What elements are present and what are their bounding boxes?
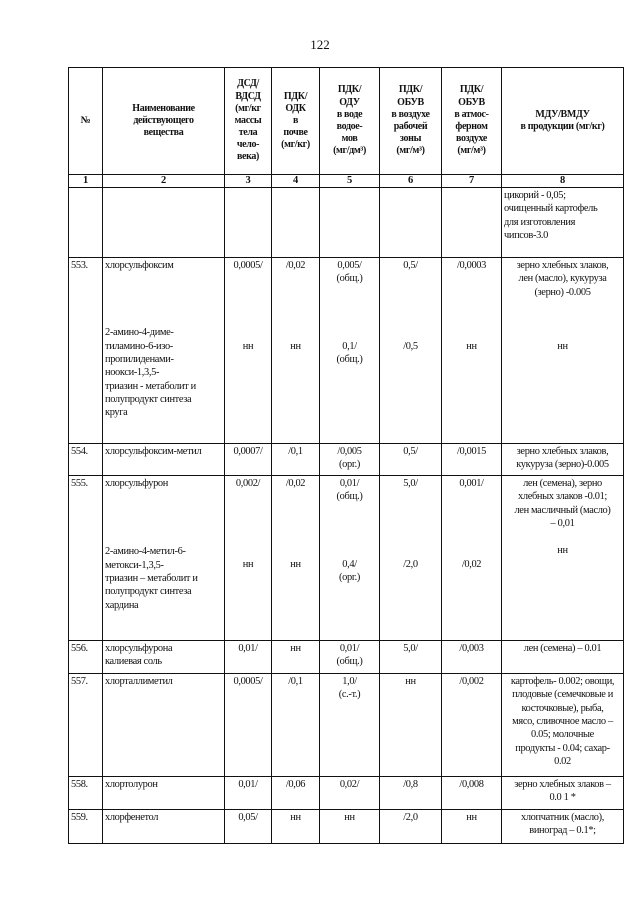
atm-air-value: /0,002	[442, 674, 502, 777]
adi-value: 0,01/	[225, 777, 272, 810]
text-line: нн	[344, 812, 355, 823]
mrl-value	[502, 444, 624, 476]
text-line: ОДУ	[339, 96, 360, 108]
metabolite-water-value	[322, 340, 377, 367]
text-line: полупродукт синтеза	[105, 393, 192, 405]
water-value	[320, 641, 380, 674]
text-line: очищенный картофель	[504, 203, 598, 215]
substance-name: хлорсульфоксим-метил	[103, 444, 225, 476]
col-number: 8	[502, 175, 624, 188]
text-line: века)	[236, 151, 260, 163]
empty-cell	[380, 188, 442, 258]
text-line: (с.-т.)	[338, 689, 361, 701]
header-row	[69, 68, 624, 175]
text-line: (мг/м³)	[396, 145, 425, 157]
text-line: метокси-1,3,5-	[105, 559, 164, 571]
adi-value: 0,05/	[225, 810, 272, 844]
text-line: 0,02/	[339, 779, 360, 790]
text-line: ОДК	[285, 102, 306, 114]
text-line: триазин - метаболит и	[105, 380, 196, 392]
text-line: действующего	[133, 114, 194, 126]
atm-air-value: /0,003	[442, 641, 502, 674]
text-line: ферном	[455, 121, 488, 132]
soil-cell	[272, 258, 320, 444]
soil-value: нн	[272, 810, 320, 844]
header-num: №	[69, 68, 103, 175]
mrl-cell	[502, 188, 624, 258]
text-line: (мг/кг	[235, 102, 261, 114]
substance-name: хлортолурон	[103, 777, 225, 810]
text-line: ДСД/	[237, 78, 259, 90]
water-value	[322, 477, 377, 504]
mrl-cell	[502, 258, 624, 444]
soil-value: /0,02	[285, 260, 306, 271]
mrl-value	[504, 477, 621, 530]
metabolite-atm-air-value: /0,02	[461, 559, 482, 571]
col-number: 6	[380, 175, 442, 188]
text-line: ПДК/	[398, 84, 423, 96]
substance-name-cell	[103, 258, 225, 444]
text-line: (мг/кг)	[281, 139, 310, 151]
text-line: 0,01/	[339, 478, 360, 489]
water-value	[322, 259, 377, 286]
col-number: 2	[103, 175, 225, 188]
text-line: (мг/дм³)	[333, 145, 366, 157]
text-line: 1,0/	[342, 676, 357, 687]
soil-value: /0,1	[272, 674, 320, 777]
text-line: лен (семена), зерно	[523, 478, 602, 489]
text-line: (общ.)	[336, 353, 363, 365]
empty-cell	[442, 188, 502, 258]
water-value	[320, 777, 380, 810]
text-line: 0,1/	[342, 340, 357, 352]
row-number: 553.	[69, 258, 103, 444]
water-cell	[320, 258, 380, 444]
header-mrl	[502, 68, 624, 175]
adi-cell	[225, 476, 272, 641]
work-air-value: /0,8	[380, 777, 442, 810]
empty-cell	[103, 188, 225, 258]
col-number: 7	[442, 175, 502, 188]
table-row	[69, 476, 624, 641]
empty-cell	[69, 188, 103, 258]
metabolite-adi-value: нн	[242, 559, 254, 571]
text-line: зерно хлебных злаков,	[516, 446, 609, 457]
text-line: 0,01/	[339, 643, 360, 654]
work-air-value: 5,0/	[380, 641, 442, 674]
substance-name: хлорсульфурон	[105, 478, 168, 489]
row-number: 559.	[69, 810, 103, 844]
text-line: массы	[234, 114, 262, 126]
empty-cell	[320, 188, 380, 258]
table-row	[69, 674, 624, 777]
header-atm-air	[442, 68, 502, 175]
text-line: ОБУВ	[397, 96, 424, 108]
work-air-value: 0,5/	[380, 444, 442, 476]
metabolite-water-value	[322, 558, 377, 585]
text-line: лен (семена) – 0.01	[523, 643, 602, 654]
water-value	[320, 444, 380, 476]
text-line: хардина	[105, 599, 139, 611]
empty-cell	[225, 188, 272, 258]
text-line: тела	[238, 127, 258, 139]
text-line: 0,005/	[337, 260, 362, 271]
table-row	[69, 777, 624, 810]
header-water	[320, 68, 380, 175]
text-line: в атмос-	[454, 108, 489, 120]
text-line: мясо, сливочное масло –	[512, 715, 613, 727]
text-line: (общ.)	[336, 656, 363, 668]
atm-air-value: /0,008	[442, 777, 502, 810]
atm-air-value: /0,0015	[442, 444, 502, 476]
text-line: ПДК/	[337, 84, 362, 96]
work-air-value: 0,5/	[403, 260, 418, 271]
table-row	[69, 810, 624, 844]
text-line: (орг.)	[339, 571, 360, 583]
table-row	[69, 444, 624, 476]
atm-air-cell	[442, 258, 502, 444]
mrl-cell	[502, 476, 624, 641]
text-line: /0,005	[337, 446, 362, 457]
text-line: косточковые), рыба,	[521, 702, 604, 714]
metabolite-soil-value: нн	[290, 559, 301, 571]
metabolite-work-air-value: /0,5	[403, 341, 418, 353]
text-line: картофель- 0.002; овощи,	[510, 676, 615, 687]
work-air-value: /2,0	[380, 810, 442, 844]
row-number: 555.	[69, 476, 103, 641]
substance-name: хлорфенетол	[103, 810, 225, 844]
adi-value: 0,0005/	[233, 260, 263, 271]
atm-air-value: 0,001/	[459, 478, 484, 489]
page-number: 122	[310, 37, 330, 52]
text-line: лен масличный (масло)	[514, 504, 611, 516]
text-line: в воде	[336, 108, 363, 120]
text-line: тиламино-6-изо-	[105, 340, 173, 352]
row-number: 558.	[69, 777, 103, 810]
mrl-value	[502, 641, 624, 674]
mrl-value	[502, 810, 624, 844]
text-line: мов	[341, 133, 358, 145]
work-air-value: нн	[380, 674, 442, 777]
text-line: в воздухе	[391, 108, 430, 120]
text-line: хлопчатник (масло),	[521, 812, 604, 823]
mrl-value	[504, 259, 621, 299]
text-line: круга	[105, 407, 128, 419]
work-air-value: 5,0/	[403, 478, 418, 489]
metabolite-name	[105, 545, 222, 612]
text-line: 2-амино-4-диме-	[105, 327, 174, 339]
table-row	[69, 641, 624, 674]
text-line: калиевая соль	[105, 656, 162, 668]
work-air-cell	[380, 476, 442, 641]
mrl-value	[502, 674, 624, 777]
text-line: рабочей	[393, 121, 428, 132]
text-line: чело-	[236, 139, 260, 151]
adi-cell	[225, 258, 272, 444]
water-value	[320, 674, 380, 777]
text-line: лен (масло), кукуруза	[518, 273, 607, 285]
adi-value: 0,002/	[235, 478, 261, 489]
text-line: в продукции (мг/кг)	[520, 121, 605, 132]
text-line: водое-	[336, 121, 363, 132]
text-line: продукты - 0.04; сахар-	[515, 742, 610, 754]
text-line: хлебных злаков -0.01;	[518, 491, 607, 503]
adi-value: 0,0007/	[225, 444, 272, 476]
text-line: Наименование	[132, 102, 195, 114]
metabolite-atm-air-value: нн	[466, 341, 477, 353]
text-line: зерно хлебных злаков,	[516, 260, 609, 271]
text-line: плодовые (семечковые и	[512, 689, 613, 701]
text-line: 0.02	[554, 755, 571, 767]
text-line: (мг/м³)	[457, 145, 486, 157]
substance-name: хлорталлиметил	[103, 674, 225, 777]
adi-value: 0,01/	[225, 641, 272, 674]
work-air-cell	[380, 258, 442, 444]
text-line: виноград – 0.1*;	[529, 825, 596, 837]
text-line: триазин – метаболит и	[105, 572, 198, 584]
soil-cell	[272, 476, 320, 641]
text-line: полупродукт синтеза	[105, 586, 192, 598]
text-line: (общ.)	[336, 491, 363, 503]
col-number: 3	[225, 175, 272, 188]
substance-name	[103, 641, 225, 674]
regulation-table	[68, 67, 624, 844]
header-work-air	[380, 68, 442, 175]
continuation-row	[69, 188, 624, 258]
column-number-row	[69, 175, 624, 188]
text-line: хлорсульфурона	[105, 643, 173, 654]
atm-air-cell	[442, 476, 502, 641]
text-line: 2-амино-4-метил-6-	[105, 546, 186, 558]
soil-value: /0,02	[285, 478, 306, 489]
text-line: воздухе	[456, 133, 487, 145]
row-number: 556.	[69, 641, 103, 674]
table-row	[69, 258, 624, 444]
water-value	[320, 810, 380, 844]
text-line: 0.0 1 *	[549, 792, 576, 804]
atm-air-value: нн	[442, 810, 502, 844]
text-line: чипсов-3.0	[504, 229, 549, 241]
col-number: 4	[272, 175, 320, 188]
text-line: ОБУВ	[458, 96, 485, 108]
metabolite-adi-value: нн	[242, 341, 254, 353]
text-line: ПДК/	[459, 84, 484, 96]
soil-value: /0,06	[272, 777, 320, 810]
text-line: – 0,01	[550, 517, 575, 529]
text-line: (зерно) -0.005	[534, 286, 591, 298]
metabolite-soil-value: нн	[290, 341, 301, 353]
substance-name: хлорсульфоксим	[105, 260, 174, 271]
text-line: вещества	[143, 127, 184, 139]
text-line: для изготовления	[504, 216, 576, 228]
atm-air-value: /0,0003	[456, 260, 486, 271]
text-line: (общ.)	[336, 273, 363, 285]
text-line: зоны	[399, 133, 422, 145]
soil-value: /0,1	[272, 444, 320, 476]
text-line: ПДК/	[283, 90, 308, 102]
metabolite-name	[105, 326, 222, 419]
col-number: 5	[320, 175, 380, 188]
metabolite-mrl-value: нн	[557, 545, 568, 557]
soil-value: нн	[272, 641, 320, 674]
text-line: кукуруза (зерно)-0.005	[516, 459, 609, 471]
text-line: 0,4/	[342, 558, 357, 570]
water-cell	[320, 476, 380, 641]
col-number: 1	[69, 175, 103, 188]
text-line: зерно хлебных злаков –	[514, 779, 611, 790]
text-line: МДУ/ВМДУ	[535, 108, 590, 120]
text-line: пропилиденами-	[105, 353, 174, 365]
metabolite-work-air-value: /2,0	[403, 559, 418, 571]
text-line: ноокси-1,3,5-	[105, 367, 160, 379]
text-line: (орг.)	[339, 459, 360, 471]
header-name	[103, 68, 225, 175]
row-number: 557.	[69, 674, 103, 777]
text-line: 0.05; молочные	[531, 729, 594, 741]
substance-name-cell	[103, 476, 225, 641]
text-line: цикорий - 0,05;	[504, 190, 566, 201]
header-adi	[225, 68, 272, 175]
text-line: почве	[283, 127, 308, 139]
text-line: в	[292, 114, 299, 126]
empty-cell	[272, 188, 320, 258]
header-soil	[272, 68, 320, 175]
text-line: ВДСД	[235, 90, 261, 102]
mrl-value	[502, 777, 624, 810]
adi-value: 0,0005/	[225, 674, 272, 777]
metabolite-mrl-value: нн	[557, 340, 568, 352]
row-number: 554.	[69, 444, 103, 476]
